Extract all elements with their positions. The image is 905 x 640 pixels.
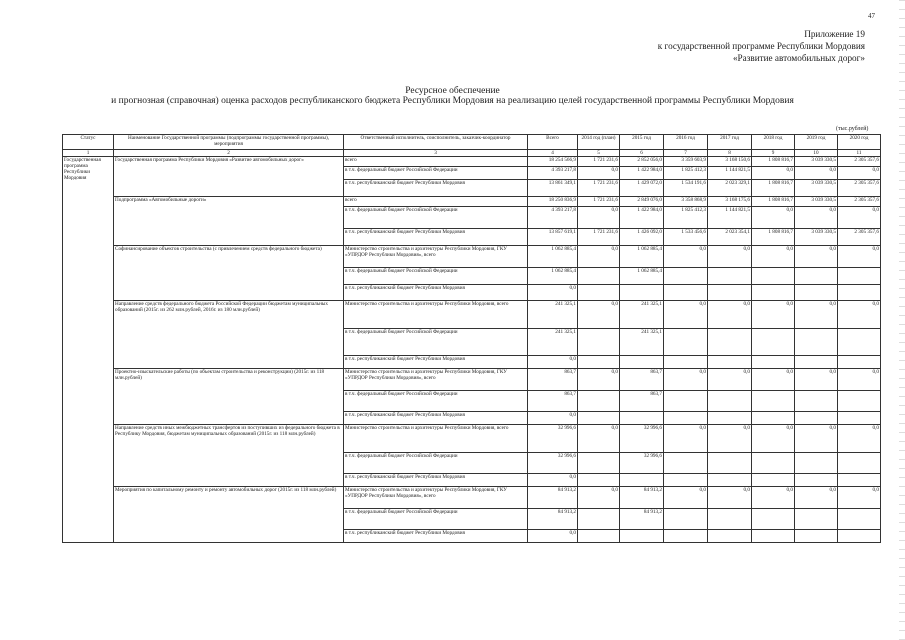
appendix-line-3: «Развитие автомобильных дорог» [732,53,865,63]
appendix-line-2: к государственной программе Республики Мордовия [657,41,865,51]
amount-cell: 0,0 [708,487,752,509]
amount-cell: 0,0 [752,207,795,229]
funding-source-cell: в т.ч. федеральный бюджет Российской Федерации [344,391,528,412]
activity-name-cell: Подпрограмма «Автомобильные дороги» [114,197,344,246]
amount-cell: 0,0 [795,369,838,391]
amount-cell: 0,0 [664,487,708,509]
amount-cell: 0,0 [664,369,708,391]
amount-cell: 13 861 349,1 [528,180,578,197]
amount-cell [795,391,838,412]
amount-cell: 0,0 [752,487,795,509]
funding-source-cell: Министерство строительства и архитектуры Республики Мордовия, ГКУ «УПРДОР Республики Мордовия», всего [344,369,528,391]
amount-cell [664,474,708,487]
amount-cell: 2 305 357,6 [838,157,881,167]
amount-cell [838,356,881,369]
amount-cell: 1 825 412,3 [664,207,708,229]
amount-cell [838,530,881,543]
amount-cell [620,530,664,543]
amount-cell [664,391,708,412]
amount-cell: 0,0 [664,246,708,268]
amount-cell [708,356,752,369]
amount-cell [578,329,620,356]
amount-cell: 3 039 330,5 [795,180,838,197]
amount-cell: 2 305 357,6 [838,197,881,207]
amount-cell: 1 144 821,5 [708,207,752,229]
amount-cell: 32 996,6 [528,453,578,474]
funding-source-cell: Министерство строительства и архитектуры Республики Мордовия, ГКУ «УПРДОР Республики Мордовия», всего [344,487,528,509]
amount-cell: 863,7 [528,391,578,412]
amount-cell: 2 852 056,0 [620,157,664,167]
activity-name-cell: Проектно-изыскательские работы (по объектам строительства и реконструкции) (2015г. из 118 млн.рублей) [114,369,344,425]
funding-source-cell: в т.ч. федеральный бюджет Российской Федерации [344,509,528,530]
amount-cell: 1 144 821,5 [708,167,752,180]
amount-cell: 1 808 816,7 [752,229,795,246]
amount-cell: 0,0 [528,356,578,369]
amount-cell: 0,0 [795,207,838,229]
amount-cell: 3 039 330,5 [795,157,838,167]
amount-cell: 1 808 816,7 [752,157,795,167]
column-index: 1 [63,150,114,157]
appendix-line-1: Приложение 19 [804,29,865,39]
amount-cell [752,356,795,369]
amount-cell: 84 913,2 [620,509,664,530]
amount-cell [752,268,795,285]
table-row [63,157,881,167]
col-header-2015: 2015 год [620,135,664,150]
units-label: (тыс.рублей) [836,126,869,132]
amount-cell: 0,0 [528,474,578,487]
amount-cell [708,391,752,412]
amount-cell [795,356,838,369]
amount-cell: 32 996,6 [528,425,578,453]
table-row [63,487,881,509]
amount-cell [578,356,620,369]
amount-cell: 1 808 816,7 [752,180,795,197]
funding-source-cell: в т.ч. федеральный бюджет Российской Федерации [344,268,528,285]
column-index: 5 [578,150,620,157]
table-row [63,425,881,453]
funding-source-cell: всего [344,157,528,167]
amount-cell: 4 393 217,8 [528,207,578,229]
amount-cell: 3 039 330,5 [795,229,838,246]
activity-name-cell: Направление средств федерального бюджета Российской Федерации бюджетам муниципальных образований (2015г. из 262 млн.рублей, 2016г. из 180 млн.рублей) [114,301,344,369]
col-header-status: Статус [63,135,114,150]
page-number: 47 [868,12,875,20]
amount-cell [620,474,664,487]
amount-cell: 1 721 231,6 [578,157,620,167]
amount-cell [578,530,620,543]
amount-cell [664,356,708,369]
amount-cell: 1 062 885,4 [620,246,664,268]
amount-cell [752,329,795,356]
amount-cell [838,329,881,356]
amount-cell: 1 721 231,6 [578,197,620,207]
amount-cell: 32 996,6 [620,425,664,453]
amount-cell: 2 023 329,1 [708,180,752,197]
funding-source-cell: в т.ч. республиканский бюджет Республики Мордовия [344,180,528,197]
amount-cell: 0,0 [795,167,838,180]
amount-cell: 0,0 [752,369,795,391]
amount-cell: 1 422 984,0 [620,167,664,180]
amount-cell [838,412,881,425]
amount-cell: 3 168 175,6 [708,197,752,207]
amount-cell [664,453,708,474]
col-header-name: Наименование Государственной программы (подпрограммы государственной программы), мероприятия [114,135,344,150]
amount-cell [708,530,752,543]
amount-cell: 1 721 231,6 [578,180,620,197]
amount-cell [578,391,620,412]
col-header-2017: 2017 год [708,135,752,150]
amount-cell: 0,0 [578,369,620,391]
amount-cell: 13 857 619,1 [528,229,578,246]
amount-cell [578,474,620,487]
activity-name-cell: Направление средств иных межбюджетных трансфертов из поступивших из федерального бюджета в Республику Мордовия, бюджетам муниципальных образований (2015г. из 118 млн.рублей) [114,425,344,487]
amount-cell [795,474,838,487]
amount-cell: 0,0 [752,167,795,180]
amount-cell: 1 426 092,0 [620,229,664,246]
amount-cell: 0,0 [708,246,752,268]
amount-cell: 0,0 [838,487,881,509]
amount-cell [708,268,752,285]
amount-cell: 1 062 885,4 [528,268,578,285]
amount-cell: 0,0 [528,412,578,425]
document-subtitle: и прогнозная (справочная) оценка расходов республиканского бюджета Республики Мордовия на реализацию целей государственной программы Республики Мордовия [111,96,794,106]
amount-cell: 1 533 456,6 [664,229,708,246]
funding-source-cell: в т.ч. федеральный бюджет Российской Федерации [344,329,528,356]
amount-cell: 0,0 [708,301,752,329]
amount-cell: 0,0 [528,530,578,543]
amount-cell: 3 359 603,9 [664,157,708,167]
amount-cell: 0,0 [838,425,881,453]
col-header-2019: 2019 год [795,135,838,150]
amount-cell [620,412,664,425]
amount-cell [838,509,881,530]
amount-cell: 241 325,1 [528,329,578,356]
amount-cell: 0,0 [838,301,881,329]
amount-cell: 84 913,2 [528,509,578,530]
amount-cell: 18 250 836,9 [528,197,578,207]
amount-cell [664,412,708,425]
amount-cell: 863,7 [620,391,664,412]
amount-cell: 0,0 [528,285,578,301]
table-header-row [63,135,881,150]
amount-cell [708,412,752,425]
amount-cell: 0,0 [578,301,620,329]
funding-source-cell: Министерство строительства и архитектуры Республики Мордовия, всего [344,425,528,453]
amount-cell [578,412,620,425]
amount-cell [664,329,708,356]
amount-cell: 1 534 191,6 [664,180,708,197]
table-row [63,246,881,268]
amount-cell: 3 358 868,9 [664,197,708,207]
amount-cell: 0,0 [664,425,708,453]
amount-cell: 863,7 [528,369,578,391]
funding-source-cell: Министерство строительства и архитектуры Республики Мордовия, ГКУ «УПРДОР Республики Мордовия», всего [344,246,528,268]
funding-source-cell: в т.ч. федеральный бюджет Российской Федерации [344,167,528,180]
amount-cell: 3 168 150,6 [708,157,752,167]
amount-cell [838,268,881,285]
amount-cell: 3 039 330,5 [795,197,838,207]
amount-cell: 0,0 [708,369,752,391]
table-row [63,301,881,329]
amount-cell [708,453,752,474]
amount-cell: 2 023 354,1 [708,229,752,246]
col-header-2018: 2018 год [752,135,795,150]
amount-cell [664,509,708,530]
amount-cell: 84 913,2 [620,487,664,509]
amount-cell: 2 849 076,0 [620,197,664,207]
amount-cell [752,453,795,474]
amount-cell: 2 305 357,6 [838,180,881,197]
col-header-2016: 2016 год [664,135,708,150]
amount-cell: 1 062 885,4 [528,246,578,268]
amount-cell: 0,0 [838,369,881,391]
amount-cell: 0,0 [578,167,620,180]
column-index: 7 [664,150,708,157]
column-index: 6 [620,150,664,157]
column-index: 10 [795,150,838,157]
amount-cell [795,268,838,285]
amount-cell [752,285,795,301]
status-cell: Государственная программа Республики Мордовия [63,157,114,543]
funding-source-cell: в т.ч. республиканский бюджет Республики Мордовия [344,530,528,543]
funding-source-cell: всего [344,197,528,207]
col-header-total: Всего [528,135,578,150]
amount-cell [838,474,881,487]
appendix-header [658,28,865,64]
amount-cell [752,474,795,487]
amount-cell [664,268,708,285]
amount-cell [578,268,620,285]
amount-cell: 2 305 357,6 [838,229,881,246]
amount-cell [620,285,664,301]
amount-cell: 241 325,1 [528,301,578,329]
activity-name-cell: Мероприятия по капитальному ремонту и ремонту автомобильных дорог (2015г. из 118 млн.рублей) [114,487,344,543]
amount-cell [752,530,795,543]
amount-cell: 1 825 412,3 [664,167,708,180]
funding-source-cell: в т.ч. республиканский бюджет Республики Мордовия [344,229,528,246]
funding-source-cell: в т.ч. федеральный бюджет Российской Федерации [344,453,528,474]
amount-cell: 0,0 [752,425,795,453]
amount-cell [795,412,838,425]
amount-cell [795,285,838,301]
amount-cell: 18 254 566,9 [528,157,578,167]
amount-cell: 0,0 [578,487,620,509]
funding-source-cell: в т.ч. республиканский бюджет Республики Мордовия [344,356,528,369]
funding-source-cell: в т.ч. республиканский бюджет Республики Мордовия [344,474,528,487]
amount-cell [578,509,620,530]
amount-cell [664,530,708,543]
amount-cell: 1 062 885,4 [620,268,664,285]
amount-cell [578,285,620,301]
amount-cell: 0,0 [838,167,881,180]
amount-cell: 1 429 072,0 [620,180,664,197]
amount-cell: 1 422 984,0 [620,207,664,229]
amount-cell [838,453,881,474]
amount-cell [752,509,795,530]
amount-cell: 0,0 [578,246,620,268]
amount-cell [620,356,664,369]
amount-cell: 0,0 [795,487,838,509]
table-row [63,197,881,207]
amount-cell: 0,0 [708,425,752,453]
amount-cell: 0,0 [795,301,838,329]
funding-source-cell: в т.ч. республиканский бюджет Республики Мордовия [344,285,528,301]
funding-source-cell: Министерство строительства и архитектуры Республики Мордовия, всего [344,301,528,329]
amount-cell [838,285,881,301]
amount-cell: 1 808 816,7 [752,197,795,207]
col-header-2020: 2020 год [838,135,881,150]
amount-cell: 0,0 [578,207,620,229]
amount-cell: 0,0 [752,246,795,268]
amount-cell: 863,7 [620,369,664,391]
amount-cell: 32 996,6 [620,453,664,474]
amount-cell: 1 721 231,6 [578,229,620,246]
amount-cell [708,474,752,487]
amount-cell: 241 325,1 [620,329,664,356]
column-index: 3 [344,150,528,157]
amount-cell [708,285,752,301]
col-header-2014: 2014 год (план) [578,135,620,150]
amount-cell [664,285,708,301]
amount-cell [795,530,838,543]
activity-name-cell: Софинансирование объектов строительства (с привлечением средств федерального бюджета) [114,246,344,301]
column-index: 9 [752,150,795,157]
col-header-executor: Ответственный исполнитель, соисполнитель, заказчик-координатор [344,135,528,150]
amount-cell: 0,0 [664,301,708,329]
amount-cell [752,391,795,412]
amount-cell: 0,0 [795,425,838,453]
column-index: 2 [114,150,344,157]
column-index: 8 [708,150,752,157]
amount-cell [752,412,795,425]
amount-cell [795,329,838,356]
column-index-row [63,150,881,157]
funding-source-cell: в т.ч. республиканский бюджет Республики Мордовия [344,412,528,425]
amount-cell [578,453,620,474]
budget-table [62,134,881,543]
amount-cell: 0,0 [838,246,881,268]
amount-cell: 84 913,2 [528,487,578,509]
amount-cell [838,391,881,412]
amount-cell [795,509,838,530]
amount-cell: 0,0 [752,301,795,329]
amount-cell: 0,0 [795,246,838,268]
amount-cell [708,509,752,530]
amount-cell: 241 325,1 [620,301,664,329]
activity-name-cell: Государственная программа Республики Мордовия «Развитие автомобильных дорог» [114,157,344,197]
amount-cell [795,453,838,474]
column-index: 11 [838,150,881,157]
amount-cell: 0,0 [578,425,620,453]
funding-source-cell: в т.ч. федеральный бюджет Российской Федерации [344,207,528,229]
table-row [63,369,881,391]
amount-cell: 4 393 217,8 [528,167,578,180]
amount-cell: 0,0 [838,207,881,229]
amount-cell [708,329,752,356]
column-index: 4 [528,150,578,157]
document-title: Ресурсное обеспечение [405,86,500,96]
